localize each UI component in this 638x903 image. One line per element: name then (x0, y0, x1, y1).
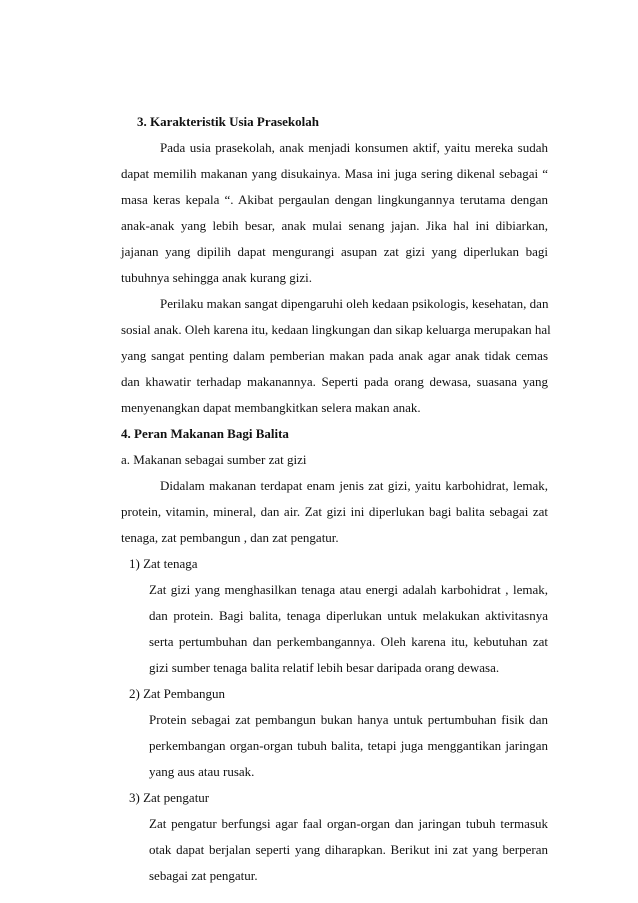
list-item-line: perkembangan organ-organ tubuh balita, tetapi juga menggantikan jaringan (149, 738, 548, 753)
subsection-heading: a. Makanan sebagai sumber zat gizi (121, 452, 307, 467)
paragraph-line: menyenangkan dapat membangkitkan selera makan anak. (121, 400, 421, 415)
list-item-line: sebagai zat pengatur. (149, 868, 258, 883)
section-heading: 4. Peran Makanan Bagi Balita (121, 426, 289, 441)
list-item-label: 1) Zat tenaga (129, 556, 198, 571)
list-item-line: otak dapat berjalan seperti yang diharapkan. Berikut ini zat yang berperan (149, 842, 548, 857)
paragraph-line: masa keras kepala “. Akibat pergaulan dengan lingkungannya terutama dengan (121, 192, 548, 207)
list-item-line: Zat pengatur berfungsi agar faal organ-organ dan jaringan tubuh termasuk (149, 816, 548, 831)
list-item-line: dan protein. Bagi balita, tenaga diperlukan untuk melakukan aktivitasnya (149, 608, 548, 623)
paragraph-line: Didalam makanan terdapat enam jenis zat gizi, yaitu karbohidrat, lemak, (160, 478, 548, 493)
paragraph-line: anak-anak yang lebih besar, anak mulai senang jajan. Jika hal ini dibiarkan, (121, 218, 548, 233)
list-item-line: gizi sumber tenaga balita relatif lebih besar daripada orang dewasa. (149, 660, 500, 675)
paragraph-line: tenaga, zat pembangun , dan zat pengatur. (121, 530, 339, 545)
paragraph-line: tubuhnya sehingga anak kurang gizi. (121, 270, 312, 285)
paragraph-line: jajanan yang dipilih dapat mengurangi asupan zat gizi yang diperlukan bagi (121, 244, 548, 259)
list-item-line: yang aus atau rusak. (149, 764, 255, 779)
list-item-line: Protein sebagai zat pembangun bukan hanya untuk pertumbuhan fisik dan (149, 712, 548, 727)
list-item-label: 3) Zat pengatur (129, 790, 210, 805)
paragraph-line: sosial anak. Oleh karena itu, kedaan lingkungan dan sikap keluarga merupakan hal (121, 322, 551, 337)
paragraph-line: Pada usia prasekolah, anak menjadi konsumen aktif, yaitu mereka sudah (160, 140, 548, 155)
section-heading: 3. Karakteristik Usia Prasekolah (137, 114, 319, 129)
paragraph-line: protein, vitamin, mineral, dan air. Zat gizi ini diperlukan bagi balita sebagai zat (121, 504, 548, 519)
paragraph-line: yang sangat penting dalam pemberian makan pada anak agar anak tidak cemas (121, 348, 548, 363)
paragraph-line: dan khawatir terhadap makanannya. Seperti pada orang dewasa, suasana yang (121, 374, 548, 389)
list-item-label: 2) Zat Pembangun (129, 686, 226, 701)
list-item-line: Zat gizi yang menghasilkan tenaga atau energi adalah karbohidrat , lemak, (149, 582, 548, 597)
paragraph-line: Perilaku makan sangat dipengaruhi oleh kedaan psikologis, kesehatan, dan (160, 296, 549, 311)
list-item-line: serta pertumbuhan dan perkembangannya. Oleh karena itu, kebutuhan zat (149, 634, 548, 649)
paragraph-line: dapat memilih makanan yang disukainya. Masa ini juga sering dikenal sebagai “ (121, 166, 548, 181)
